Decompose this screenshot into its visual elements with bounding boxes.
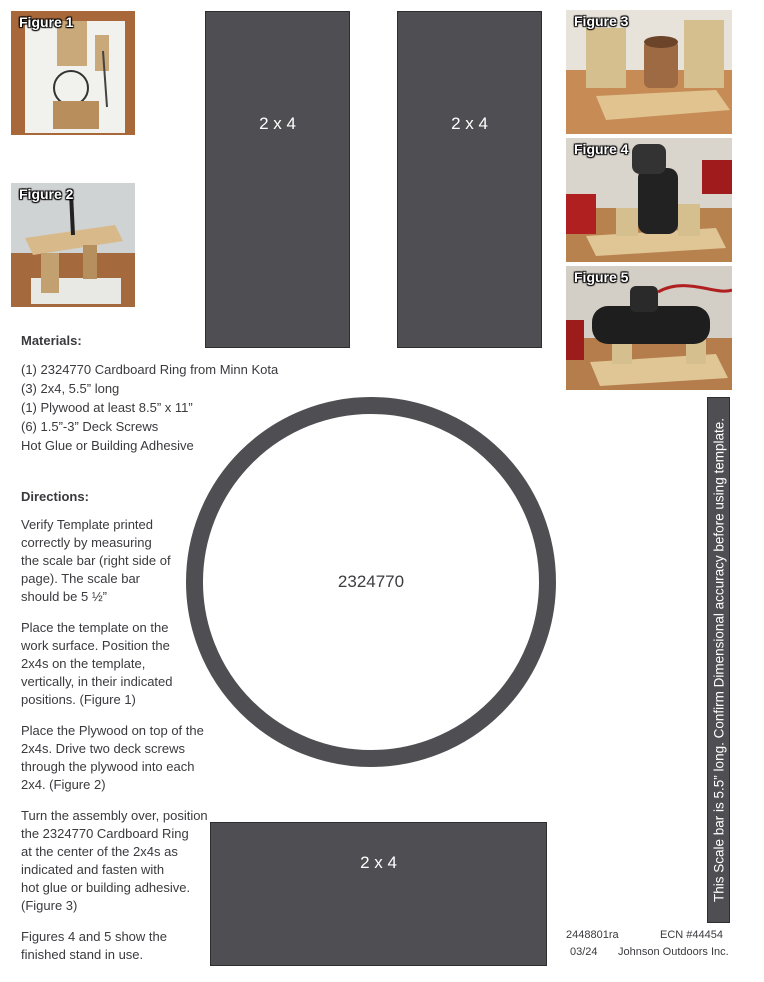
materials-item: (3) 2x4, 5.5” long <box>21 381 120 396</box>
scale-bar <box>707 397 730 923</box>
doc-number: 2448801ra <box>566 929 619 941</box>
materials-item: (1) Plywood at least 8.5” x 11” <box>21 400 193 415</box>
materials-section <box>21 331 321 455</box>
block-2x4-left-label: 2 x 4 <box>259 113 296 133</box>
block-2x4-middle <box>397 11 542 348</box>
figure-3-photo <box>566 10 732 134</box>
figure-4-caption: Figure 4 <box>574 141 629 157</box>
directions-heading: Directions: <box>21 489 89 504</box>
ecn-number: ECN #44454 <box>660 929 723 941</box>
company-name: Johnson Outdoors Inc. <box>618 946 729 958</box>
directions-paragraph: Figures 4 and 5 show the finished stand in use. <box>21 929 167 962</box>
figure-4-photo <box>566 138 732 262</box>
block-2x4-middle-label: 2 x 4 <box>451 113 488 133</box>
revision-date: 03/24 <box>570 946 598 958</box>
figure-3-caption: Figure 3 <box>574 13 629 29</box>
directions-paragraph: Turn the assembly over, position the 2324770 Cardboard Ring at the center of the 2x4s as indicated and fasten with hot glue or building adhesive. (Figure 3) <box>21 808 208 913</box>
figure-5-caption: Figure 5 <box>574 269 629 285</box>
figure-1-caption: Figure 1 <box>19 14 74 30</box>
directions-paragraph: Verify Template printed correctly by measuring the scale bar (right side of page). The scale bar should be 5 ½” <box>21 517 171 604</box>
materials-item: Hot Glue or Building Adhesive <box>21 438 194 453</box>
directions-section <box>21 488 221 964</box>
figure-2-caption: Figure 2 <box>19 186 74 202</box>
materials-heading: Materials: <box>21 333 82 348</box>
directions-paragraph: Place the template on the work surface. Position the 2x4s on the template, vertically, in their indicated positions. (Figure 1) <box>21 620 173 707</box>
block-2x4-bottom-label: 2 x 4 <box>360 853 397 872</box>
materials-item: (1) 2324770 Cardboard Ring from Minn Kota <box>21 362 279 377</box>
figure-1-photo <box>11 11 135 135</box>
block-2x4-left <box>205 11 350 348</box>
ring-part-number: 2324770 <box>337 572 405 591</box>
scale-bar-note: This Scale bar is 5.5” long. Confirm Dimensional accuracy before using template. <box>711 418 726 902</box>
block-2x4-bottom <box>210 822 547 966</box>
materials-item: (6) 1.5”-3” Deck Screws <box>21 419 159 434</box>
figure-2-photo <box>11 183 135 307</box>
figure-5-photo <box>566 266 732 390</box>
directions-paragraph: Place the Plywood on top of the 2x4s. Drive two deck screws through the plywood into each 2x4. (Figure 2) <box>21 723 204 792</box>
